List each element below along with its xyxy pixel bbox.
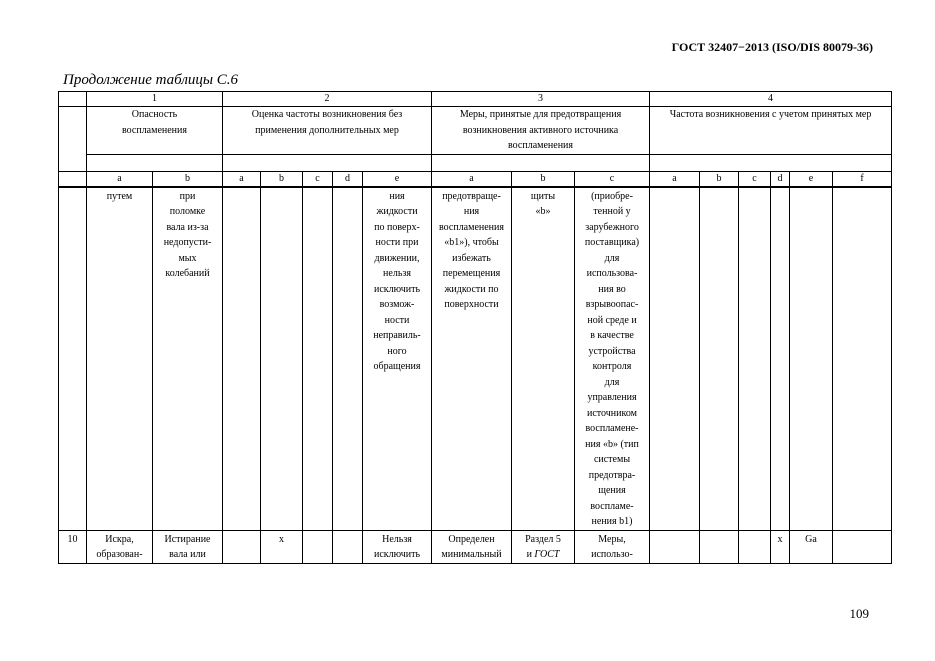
num-column-cell	[59, 171, 87, 187]
table-cell: Ga	[790, 530, 833, 563]
table-cell: Меры, использо-	[575, 530, 650, 563]
blank-cell	[223, 154, 432, 171]
table-cell	[650, 187, 700, 531]
blank-cell	[432, 154, 650, 171]
group-title: Опасность воспламенения	[87, 107, 223, 155]
row-number	[59, 187, 87, 531]
table-cell	[650, 530, 700, 563]
num-column-header	[59, 92, 87, 107]
sub-letter: a	[650, 171, 700, 187]
table-cell: предотвраще- ния воспламенения «b1»), чтобы избежать перемещения жидкости по поверхности	[432, 187, 512, 531]
table-cell	[790, 187, 833, 531]
group-number: 2	[223, 92, 432, 107]
table-cell	[833, 187, 892, 531]
table-cell	[333, 187, 363, 531]
table-cell	[303, 187, 333, 531]
sub-letter: b	[261, 171, 303, 187]
table-continuation-caption: Продолжение таблицы С.6	[63, 72, 239, 88]
table-cell: x	[261, 530, 303, 563]
table-row	[59, 187, 892, 531]
num-column-cell	[59, 107, 87, 172]
sub-letter: a	[432, 171, 512, 187]
table-cell	[223, 187, 261, 531]
table-cell	[512, 530, 575, 563]
sub-column-letter-row	[59, 171, 892, 187]
blank-cell	[87, 154, 223, 171]
sub-letter: b	[700, 171, 739, 187]
group-title: Оценка частоты возникновения без применения дополнительных мер	[223, 107, 432, 155]
table-cell: Нельзя исключить	[363, 530, 432, 563]
table-cell	[700, 530, 739, 563]
table-cell	[223, 530, 261, 563]
table-cell-text: Раздел 5 и	[525, 533, 561, 560]
sub-letter: d	[333, 171, 363, 187]
sub-letter: c	[739, 171, 771, 187]
sub-letter: e	[363, 171, 432, 187]
table-cell	[333, 530, 363, 563]
group-number: 4	[650, 92, 892, 107]
table-cell: x	[771, 530, 790, 563]
standard-header: ГОСТ 32407−2013 (ISO/DIS 80079-36)	[671, 40, 873, 54]
table-cell: Определен минимальный	[432, 530, 512, 563]
group-number: 1	[87, 92, 223, 107]
table-row	[59, 530, 892, 563]
table-cell	[771, 187, 790, 531]
page-number: 109	[849, 606, 869, 621]
sub-letter: d	[771, 171, 790, 187]
sub-letter: c	[303, 171, 333, 187]
table-cell: Истирание вала или	[153, 530, 223, 563]
blank-header-row	[59, 154, 892, 171]
group-title: Меры, принятые для предотвращения возникновения активного источника воспламенения	[432, 107, 650, 155]
table-cell	[739, 530, 771, 563]
table-cell: ния жидкости по поверх- ности при движении, нельзя исключить возмож- ности неправиль- ного обращения	[363, 187, 432, 531]
table-cell	[261, 187, 303, 531]
sub-letter: a	[223, 171, 261, 187]
sub-letter: b	[153, 171, 223, 187]
table-cell: (приобре- тенной у зарубежного поставщика) для использова- ния во взрывоопас- ной среде и в качестве устройства контроля для управления источником воспламене- ния «b» (тип системы предотвра- щения воспламе- нения b1)	[575, 187, 650, 531]
hazard-table	[58, 91, 892, 564]
table-cell	[700, 187, 739, 531]
group-title-row	[59, 107, 892, 155]
group-number-row	[59, 92, 892, 107]
group-number: 3	[432, 92, 650, 107]
table-cell: щиты «b»	[512, 187, 575, 531]
group-title: Частота возникновения с учетом принятых мер	[650, 107, 892, 155]
sub-letter: b	[512, 171, 575, 187]
sub-letter: c	[575, 171, 650, 187]
row-number: 10	[59, 530, 87, 563]
standard-reference: ГОСТ	[534, 549, 560, 560]
table-cell: путем	[87, 187, 153, 531]
table-cell	[833, 530, 892, 563]
sub-letter: f	[833, 171, 892, 187]
blank-cell	[650, 154, 892, 171]
table-cell: Искра, образован-	[87, 530, 153, 563]
sub-letter: a	[87, 171, 153, 187]
table-cell	[739, 187, 771, 531]
table-cell	[303, 530, 333, 563]
table-cell: при поломке вала из-за недопусти- мых колебаний	[153, 187, 223, 531]
sub-letter: e	[790, 171, 833, 187]
